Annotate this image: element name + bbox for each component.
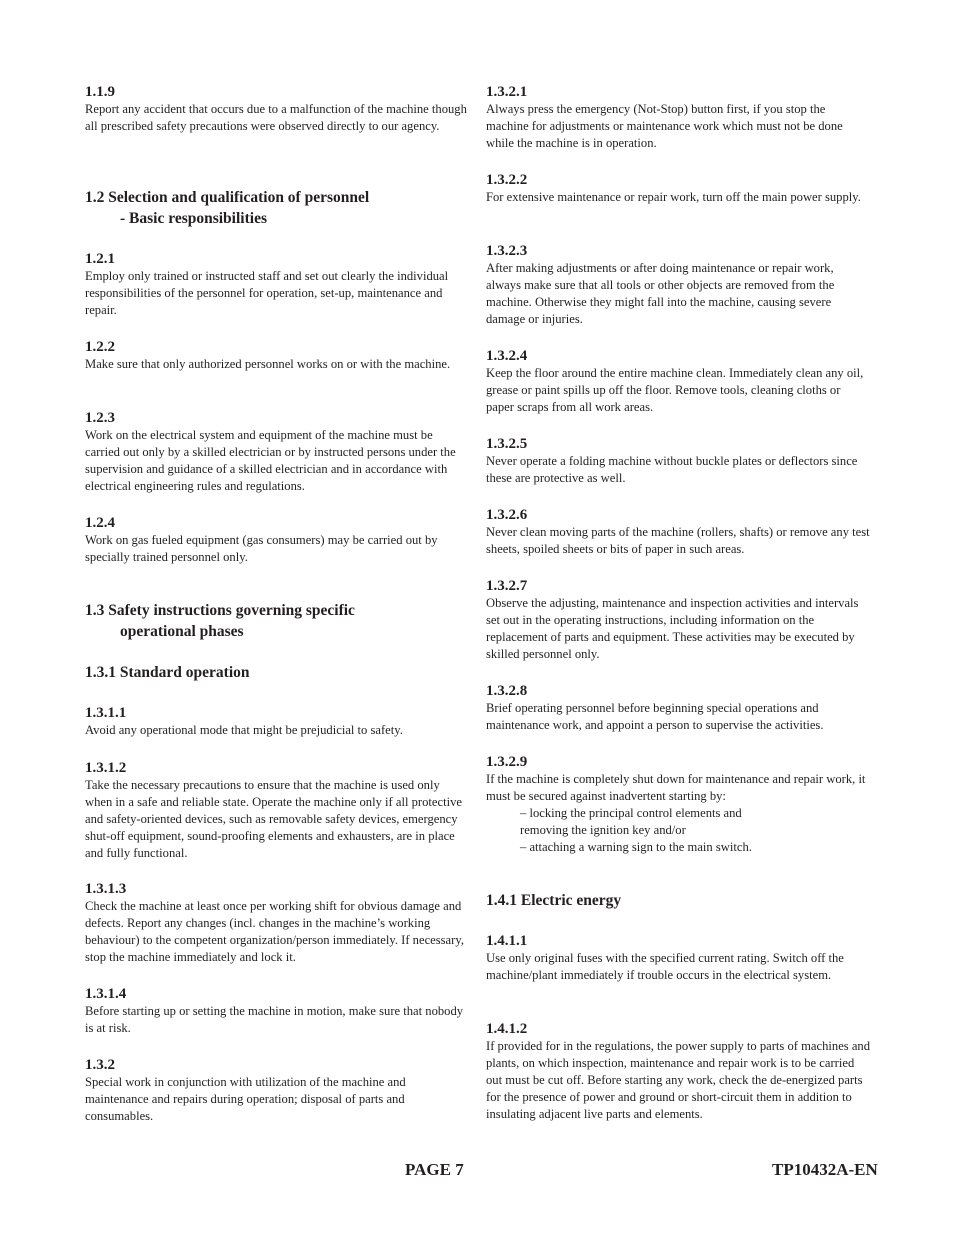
- section-text: Never operate a folding machine without buckle plates or deflectors since these are protective as well.: [486, 454, 858, 485]
- section-number: 1.4.1.2: [486, 1021, 528, 1037]
- section-number: 1.3.2.4: [486, 348, 528, 364]
- bullet-list: [486, 805, 871, 856]
- heading-1-3: [85, 600, 470, 642]
- section-1-3-1-3: [85, 881, 470, 966]
- section-1-3-2-6: [486, 507, 871, 558]
- heading-1-4-1: [486, 890, 871, 911]
- heading-line-2: - Basic responsibilities: [120, 210, 267, 227]
- section-text: Report any accident that occurs due to a malfunction of the machine though all prescribed safety precautions were observed directly to our agency.: [85, 102, 467, 133]
- section-text: Brief operating personnel before beginning special operations and maintenance work, and appoint a person to supervise the activities.: [486, 701, 824, 732]
- section-text: Avoid any operational mode that might be prejudicial to safety.: [85, 723, 403, 737]
- section-number: 1.3.2.6: [486, 507, 528, 523]
- section-heading: 1.4.1 Electric energy: [486, 892, 622, 909]
- section-1-3-2-3: [486, 243, 871, 328]
- heading-line-1: 1.3 Safety instructions governing specific: [85, 602, 355, 619]
- section-text: Observe the adjusting, maintenance and inspection activities and intervals set out in the operating instructions, including information on the replacement of parts and equipment. These activities may be executed by skilled personnel only.: [486, 596, 859, 661]
- heading-line-2: operational phases: [120, 623, 244, 640]
- section-heading: [85, 600, 470, 642]
- section-number: 1.3.2.2: [486, 172, 528, 188]
- section-text: Check the machine at least once per working shift for obvious damage and defects. Report any changes (incl. changes in the machine’s working behaviour) to the competent organization/person immediately. If necessary, stop the machine immediately and lock it.: [85, 899, 464, 964]
- section-number: 1.1.9: [85, 84, 115, 100]
- section-text: Special work in conjunction with utilization of the machine and maintenance and repairs during operation; disposal of parts and consumables.: [85, 1075, 406, 1123]
- section-1-3-2: [85, 1057, 470, 1125]
- section-number: 1.3.1.1: [85, 705, 127, 721]
- section-text: For extensive maintenance or repair work, turn off the main power supply.: [486, 190, 861, 204]
- section-number: 1.3.2.9: [486, 754, 528, 770]
- section-number: 1.3.2.3: [486, 243, 528, 259]
- section-1-3-2-7: [486, 578, 871, 663]
- section-heading: 1.3.1 Standard operation: [85, 664, 250, 681]
- section-1-2-2: [85, 339, 470, 373]
- section-1-3-1-1: [85, 705, 470, 739]
- section-1-2-4: [85, 515, 470, 566]
- section-1-3-1-2: [85, 760, 470, 862]
- section-text: Before starting up or setting the machine in motion, make sure that nobody is at risk.: [85, 1004, 464, 1035]
- section-number: 1.2.3: [85, 410, 115, 426]
- section-number: 1.2.2: [85, 339, 115, 355]
- section-number: 1.3.1.4: [85, 986, 127, 1002]
- section-1-1-9: [85, 84, 470, 135]
- section-text: Make sure that only authorized personnel works on or with the machine.: [85, 357, 451, 371]
- list-item: removing the ignition key and/or: [520, 823, 686, 837]
- list-item: – attaching a warning sign to the main switch.: [520, 840, 752, 854]
- section-number: 1.3.2: [85, 1057, 115, 1073]
- section-number: 1.2.1: [85, 251, 115, 267]
- list-item: – locking the principal control elements and: [520, 806, 742, 820]
- section-text: Work on gas fueled equipment (gas consumers) may be carried out by specially trained personnel only.: [85, 533, 438, 564]
- section-number: 1.2.4: [85, 515, 115, 531]
- section-1-3-2-1: [486, 84, 871, 152]
- section-number: 1.3.2.1: [486, 84, 528, 100]
- section-number: 1.3.1.3: [85, 881, 127, 897]
- heading-line-1: 1.2 Selection and qualification of personnel: [85, 189, 370, 206]
- section-number: 1.3.2.5: [486, 436, 528, 452]
- section-1-3-2-8: [486, 683, 871, 734]
- section-1-4-1-1: [486, 933, 871, 984]
- section-number: 1.3.2.8: [486, 683, 528, 699]
- section-1-3-2-9: [486, 754, 871, 856]
- section-1-2-1: [85, 251, 470, 319]
- section-number: 1.3.2.7: [486, 578, 528, 594]
- section-text: If the machine is completely shut down for maintenance and repair work, it must be secured against inadvertent starting by:: [486, 772, 866, 803]
- section-1-2-3: [85, 410, 470, 495]
- section-text: Take the necessary precautions to ensure that the machine is used only when in a safe and reliable state. Operate the machine only if all protective and safety-oriented devices, such as removable safety devices, emergency shut-off equipment, sound-proofing elements and exhausters, are in place and fully functional.: [85, 778, 462, 860]
- section-1-4-1-2: [486, 1021, 871, 1123]
- section-1-3-2-5: [486, 436, 871, 487]
- section-text: Use only original fuses with the specified current rating. Switch off the machine/plant immediately if trouble occurs in the electrical system.: [486, 951, 844, 982]
- heading-1-2: [85, 187, 470, 229]
- section-text: Keep the floor around the entire machine clean. Immediately clean any oil, grease or paint spills up off the floor. Remove tools, cleaning cloths or paper scraps from all work areas.: [486, 366, 864, 414]
- section-text: Never clean moving parts of the machine (rollers, shafts) or remove any test sheets, spoiled sheets or bits of paper in such areas.: [486, 525, 870, 556]
- section-heading: [85, 187, 470, 229]
- section-text: After making adjustments or after doing maintenance or repair work, always make sure that all tools or other objects are removed from the machine. Otherwise they might fall into the machine, causing severe damage or injuries.: [486, 261, 835, 326]
- heading-1-3-1: [85, 662, 470, 683]
- section-text: Always press the emergency (Not-Stop) button first, if you stop the machine for adjustments or maintenance work which must not be done while the machine is in operation.: [486, 102, 843, 150]
- section-1-3-2-4: [486, 348, 871, 416]
- section-1-3-2-2: [486, 172, 871, 206]
- document-id: TP10432A-EN: [772, 1160, 878, 1179]
- section-text: Employ only trained or instructed staff and set out clearly the individual responsibilities of the personnel for operation, set-up, maintenance and repair.: [85, 269, 449, 317]
- section-number: 1.4.1.1: [486, 933, 528, 949]
- section-1-3-1-4: [85, 986, 470, 1037]
- section-text: Work on the electrical system and equipment of the machine must be carried out only by a skilled electrician or by instructed persons under the supervision and guidance of a skilled electrician and in accordance with electrical engineering rules and regulations.: [85, 428, 456, 493]
- section-number: 1.3.1.2: [85, 760, 127, 776]
- section-text: If provided for in the regulations, the power supply to parts of machines and plants, on which inspection, maintenance and repair work is to be carried out must be cut off. Before starting any work, check the de-energized parts for the presence of power and ground or short-circuit them in addition to insulating adjacent live parts and elements.: [486, 1039, 871, 1121]
- page-number: PAGE 7: [405, 1160, 464, 1179]
